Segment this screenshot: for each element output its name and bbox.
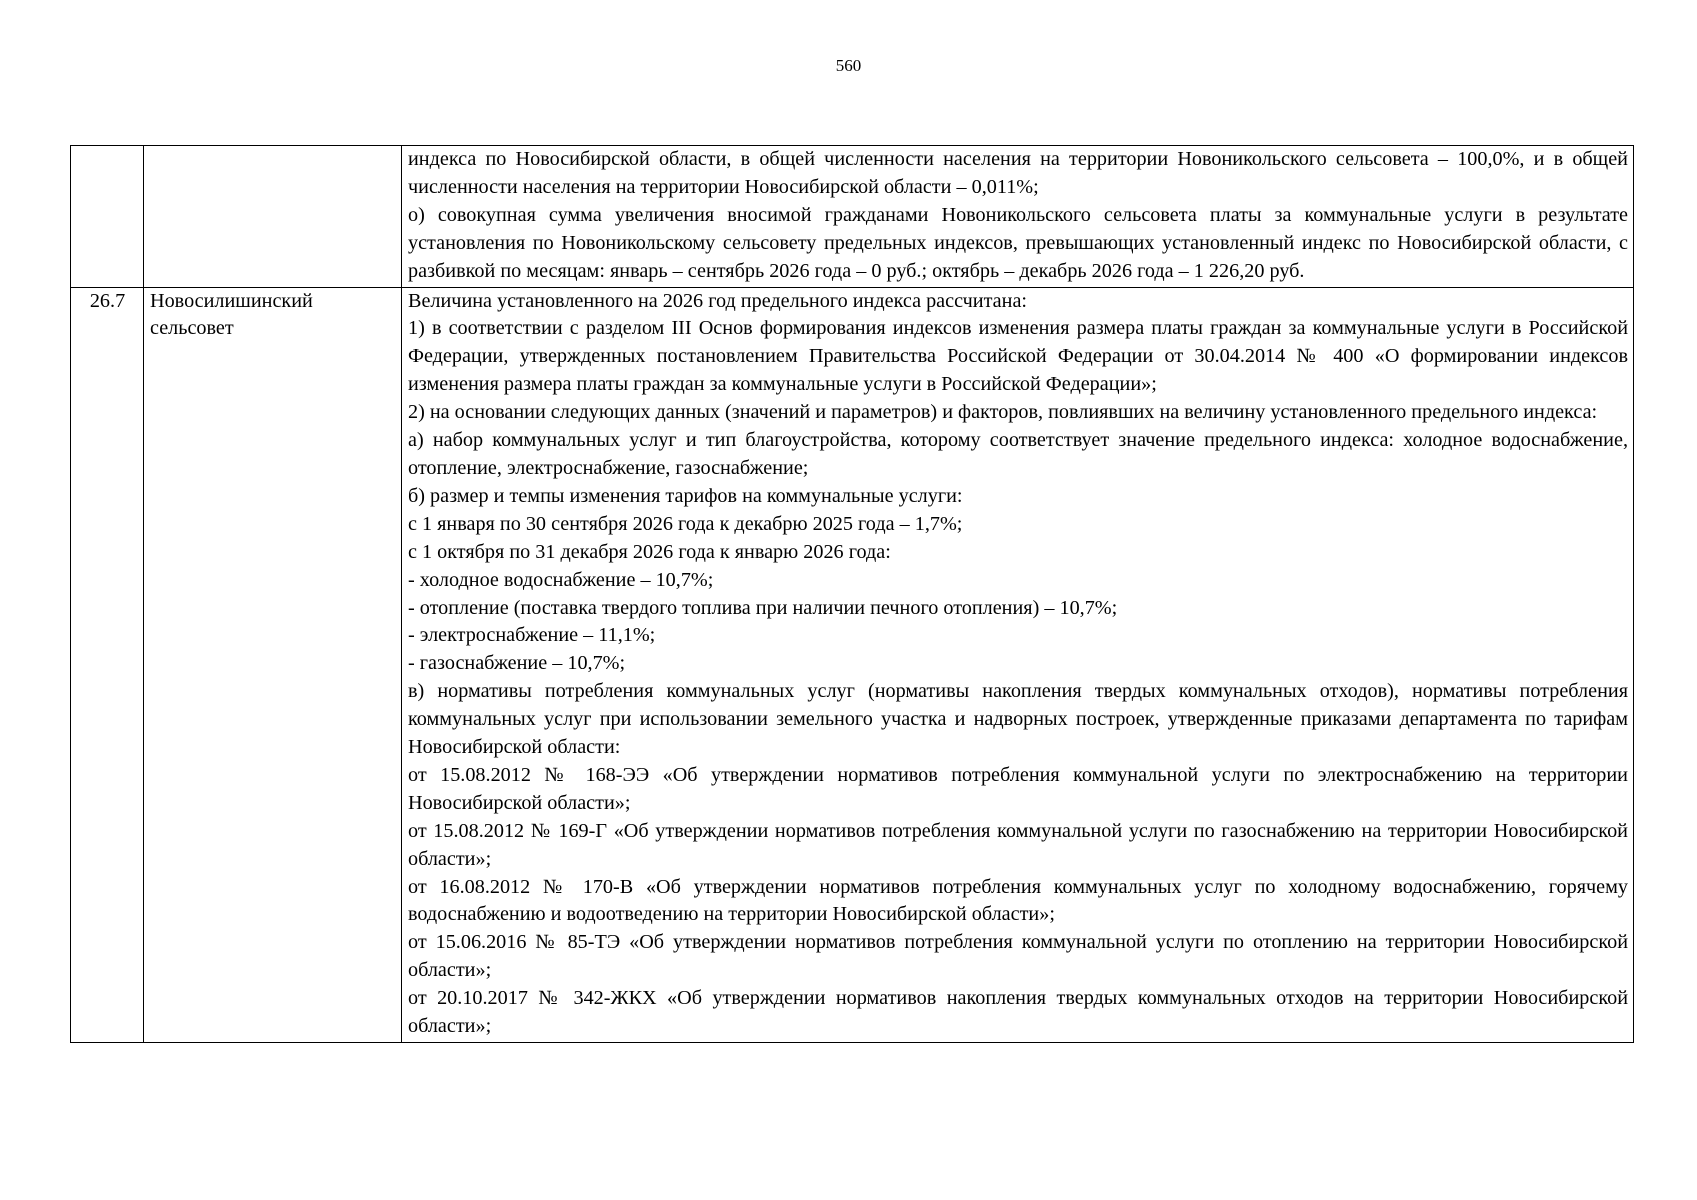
paragraph: а) набор коммунальных услуг и тип благоустройства, которому соответствует значение предельного индекса: холодное водоснабжение, отопление, электроснабжение, газоснабжение; [408,429,1628,479]
page-number: 560 [835,56,862,75]
paragraph: индекса по Новосибирской области, в общей численности населения на территории Новоникольского сельсовета – 100,0%, и в общей численности населения на территории Новосибирской области – 0,011%; [408,148,1628,198]
paragraph: Величина установленного на 2026 год предельного индекса рассчитана: [408,289,1028,312]
paragraph: - газоснабжение – 10,7%; [408,652,626,675]
row-number-cell: 26.7 [71,287,144,1042]
row-number-cell [71,146,144,288]
paragraph: от 20.10.2017 № 342-ЖКХ «Об утверждении нормативов накопления твердых коммунальных отходов на территории Новосибирской области»; [408,987,1628,1038]
paragraph: от 15.08.2012 № 169-Г «Об утверждении нормативов потребления коммунальной услуги по газоснабжению на территории Новосибирской области»; [408,819,1628,870]
paragraph: 2) на основании следующих данных (значений и параметров) и факторов, повлиявших на величину установленного предельного индекса: [408,401,1598,424]
table-row [71,146,1634,288]
paragraph: - отопление (поставка твердого топлива при наличии печного отопления) – 10,7%; [408,596,1118,619]
table-row [71,287,1634,1042]
paragraph: от 15.06.2016 № 85-ТЭ «Об утверждении нормативов потребления коммунальной услуги по отоплению на территории Новосибирской области»; [408,931,1628,982]
paragraph: от 15.08.2012 № 168-ЭЭ «Об утверждении нормативов потребления коммунальной услуги по электроснабжению на территории Новосибирской области»; [408,763,1628,814]
paragraph: с 1 января по 30 сентября 2026 года к декабрю 2025 года – 1,7%; [408,512,963,535]
paragraph: - холодное водоснабжение – 10,7%; [408,568,714,591]
paragraph: от 16.08.2012 № 170-В «Об утверждении нормативов потребления коммунальных услуг по холодному водоснабжению, горячему водоснабжению и водоотведению на территории Новосибирской области»; [408,875,1628,926]
paragraph: 1) в соответствии с разделом III Основ формирования индексов изменения размера платы граждан за коммунальные услуги в Российской Федерации, утвержденных постановлением Правительства Российской Федерации от 30.04.2014 № 400 «О формировании индексов изменения размера платы граждан за коммунальные услуги в Российской Федерации»; [408,317,1628,396]
description-cell [402,287,1634,1042]
paragraph: в) нормативы потребления коммунальных услуг (нормативы накопления твердых коммунальных отходов), нормативы потребления коммунальных услуг при использовании земельного участка и надворных построек, утвержденные приказами департамента по тарифам Новосибирской области: [408,680,1628,759]
description-cell [402,146,1634,288]
paragraph: с 1 октября по 31 декабря 2026 года к январю 2026 года: [408,540,891,563]
paragraph: о) совокупная сумма увеличения вносимой гражданами Новоникольского сельсовета платы за коммунальные услуги в результате установления по Новоникольскому сельсовету предельных индексов, превышающих установленный индекс по Новосибирской области, с разбивкой по месяцам: январь – сентябрь 2026 года – 0 руб.; октябрь – декабрь 2026 года – 1 226,20 руб. [408,203,1628,282]
municipality-name-cell [144,146,402,288]
paragraph: б) размер и темпы изменения тарифов на коммунальные услуги: [408,484,963,507]
municipality-name-cell: Новосилишинский сельсовет [144,287,402,1042]
paragraph: - электроснабжение – 11,1%; [408,624,656,647]
document-table [70,145,1634,1043]
